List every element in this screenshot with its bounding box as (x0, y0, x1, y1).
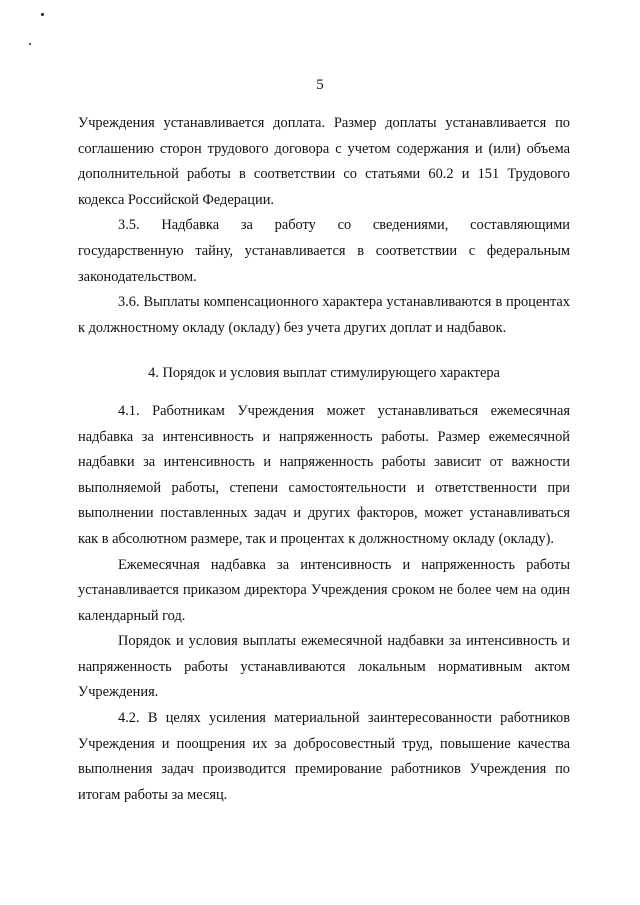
paragraph-monthly-bonus: Ежемесячная надбавка за интенсивность и напряженность работы устанавливается приказом директора Учреждения сроком не более чем на один календарный год. (78, 556, 570, 624)
scan-speck (41, 13, 44, 16)
page-number: 5 (316, 77, 324, 93)
section-heading: 4. Порядок и условия выплат стимулирующего характера (148, 365, 500, 382)
paragraph-4-1: 4.1. Работникам Учреждения может устанавливаться ежемесячная надбавка за интенсивность и напряженность работы. Размер ежемесячной надбавки за интенсивность и напряженность работы зависит от важности выполняемой работы, степени самостоятельности и ответственности при выполнении поставленных задач и других факторов, может устанавливаться как в абсолютном размере, так и процентах к должностному окладу (окладу). (78, 402, 570, 547)
paragraph-procedure: Порядок и условия выплаты ежемесячной надбавки за интенсивность и напряженность работы устанавливаются локальным нормативным актом Учреждения. (78, 633, 570, 701)
paragraph-3-5: 3.5. Надбавка за работу со сведениями, составляющими государственную тайну, устанавливается в соответствии с федеральным законодательством. (78, 217, 570, 285)
document-body (78, 111, 570, 808)
paragraph-continuation: Учреждения устанавливается доплата. Размер доплаты устанавливается по соглашению сторон трудового договора с учетом содержания и (или) объема дополнительной работы в соответствии со статьями 60.2 и 151 Трудового кодекса Российской Федерации. (78, 115, 570, 208)
paragraph-4-2: 4.2. В целях усиления материальной заинтересованности работников Учреждения и поощрения их за добросовестный труд, повышение качества выполнения задач производится премирование работников Учреждения по итогам работы за месяц. (78, 710, 570, 803)
paragraph-3-6: 3.6. Выплаты компенсационного характера устанавливаются в процентах к должностному окладу (окладу) без учета других доплат и надбавок. (78, 294, 570, 336)
scan-speck (29, 43, 31, 45)
